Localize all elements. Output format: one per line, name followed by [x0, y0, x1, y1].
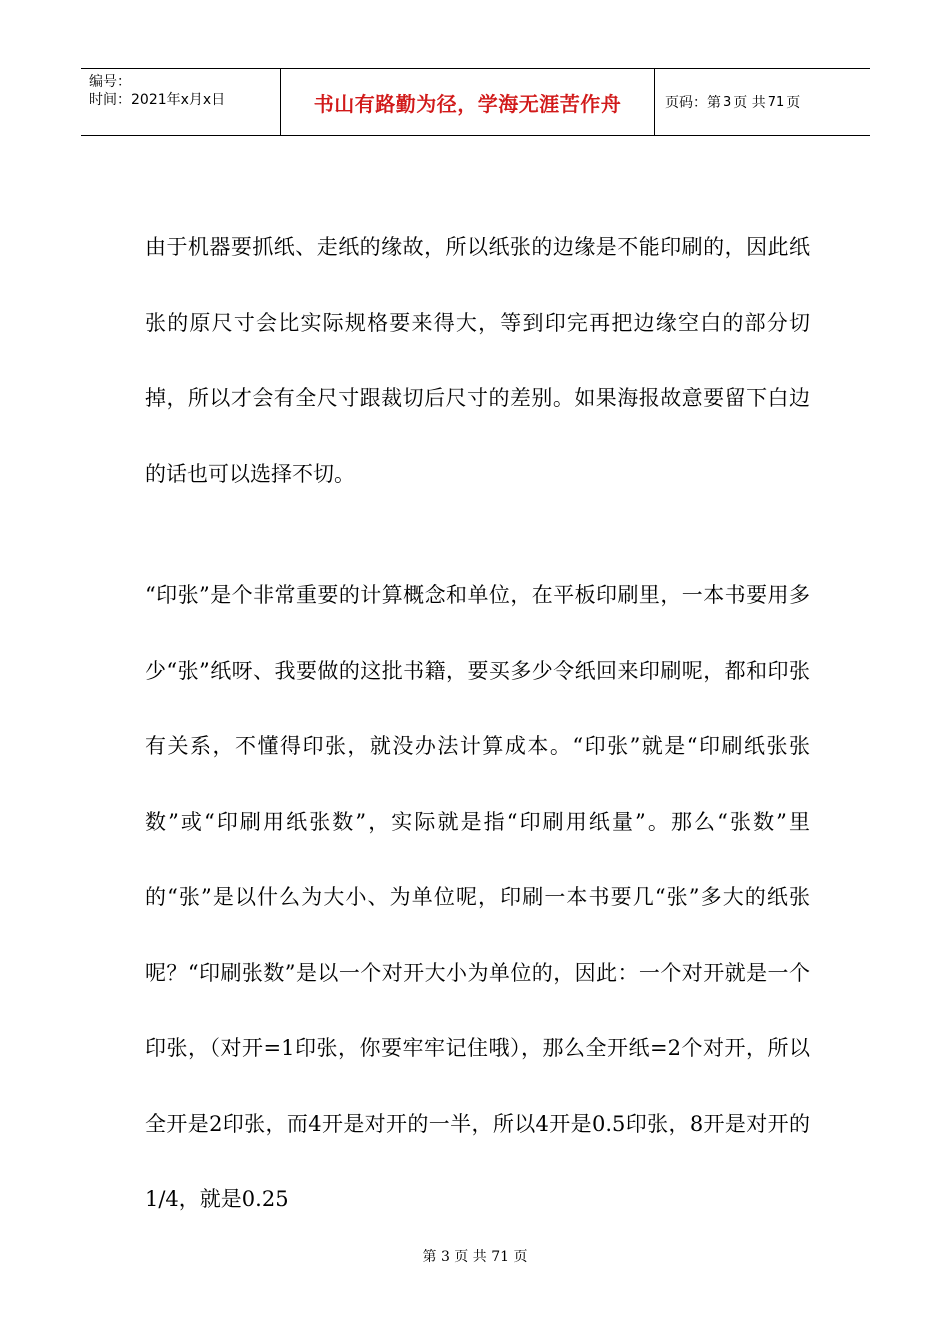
- paragraph: 由于机器要抓纸、走纸的缘故，所以纸张的边缘是不能印刷的，因此纸张的原尺寸会比实际规格要来得大，等到印完再把边缘空白的部分切掉，所以才会有全尺寸跟裁切后尺寸的差别。如果海报故意要留下白边的话也可以选择不切。: [145, 235, 810, 486]
- header-meta-cell: [81, 69, 281, 135]
- document-number-label: 编号：: [89, 74, 131, 90]
- paragraph: “印张”是个非常重要的计算概念和单位，在平板印刷里，一本书要用多少“张”纸呀、我要做的这批书籍，要买多少令纸回来印刷呢，都和印张有关系，不懂得印张，就没办法计算成本。“印张”就是“印刷纸张张数”或“印刷用纸张数”，实际就是指“印刷用纸量”。那么“张数”里的“张”是以什么为大小、为单位呢，印刷一本书要几“张”多大的纸张呢？“印刷张数”是以一个对开大小为单位的，因此：一个对开就是一个印张，（对开=1印张，你要牢牢记住哦），那么全开纸=2个对开，所以全开是2印张，而4开是对开的一半，所以4开是0.5印张，8开是对开的1/4，就是0.25: [145, 583, 810, 1211]
- header-page-cell: [655, 69, 870, 135]
- page-prefix: 页码：第: [665, 95, 721, 111]
- page-mid: 页 共: [733, 95, 766, 111]
- page-suffix: 页: [786, 95, 801, 111]
- page-current: 3: [723, 94, 732, 110]
- page-header: [81, 68, 870, 136]
- page-total: 71: [767, 94, 785, 110]
- page-footer: 第 3 页 共 71 页: [422, 1249, 528, 1265]
- header-motto: 书山有路勤为径，学海无涯苦作舟: [313, 91, 622, 116]
- header-motto-cell: [281, 69, 655, 135]
- document-body: [145, 210, 810, 1238]
- document-date: 时间：2021年x月x日: [89, 92, 226, 108]
